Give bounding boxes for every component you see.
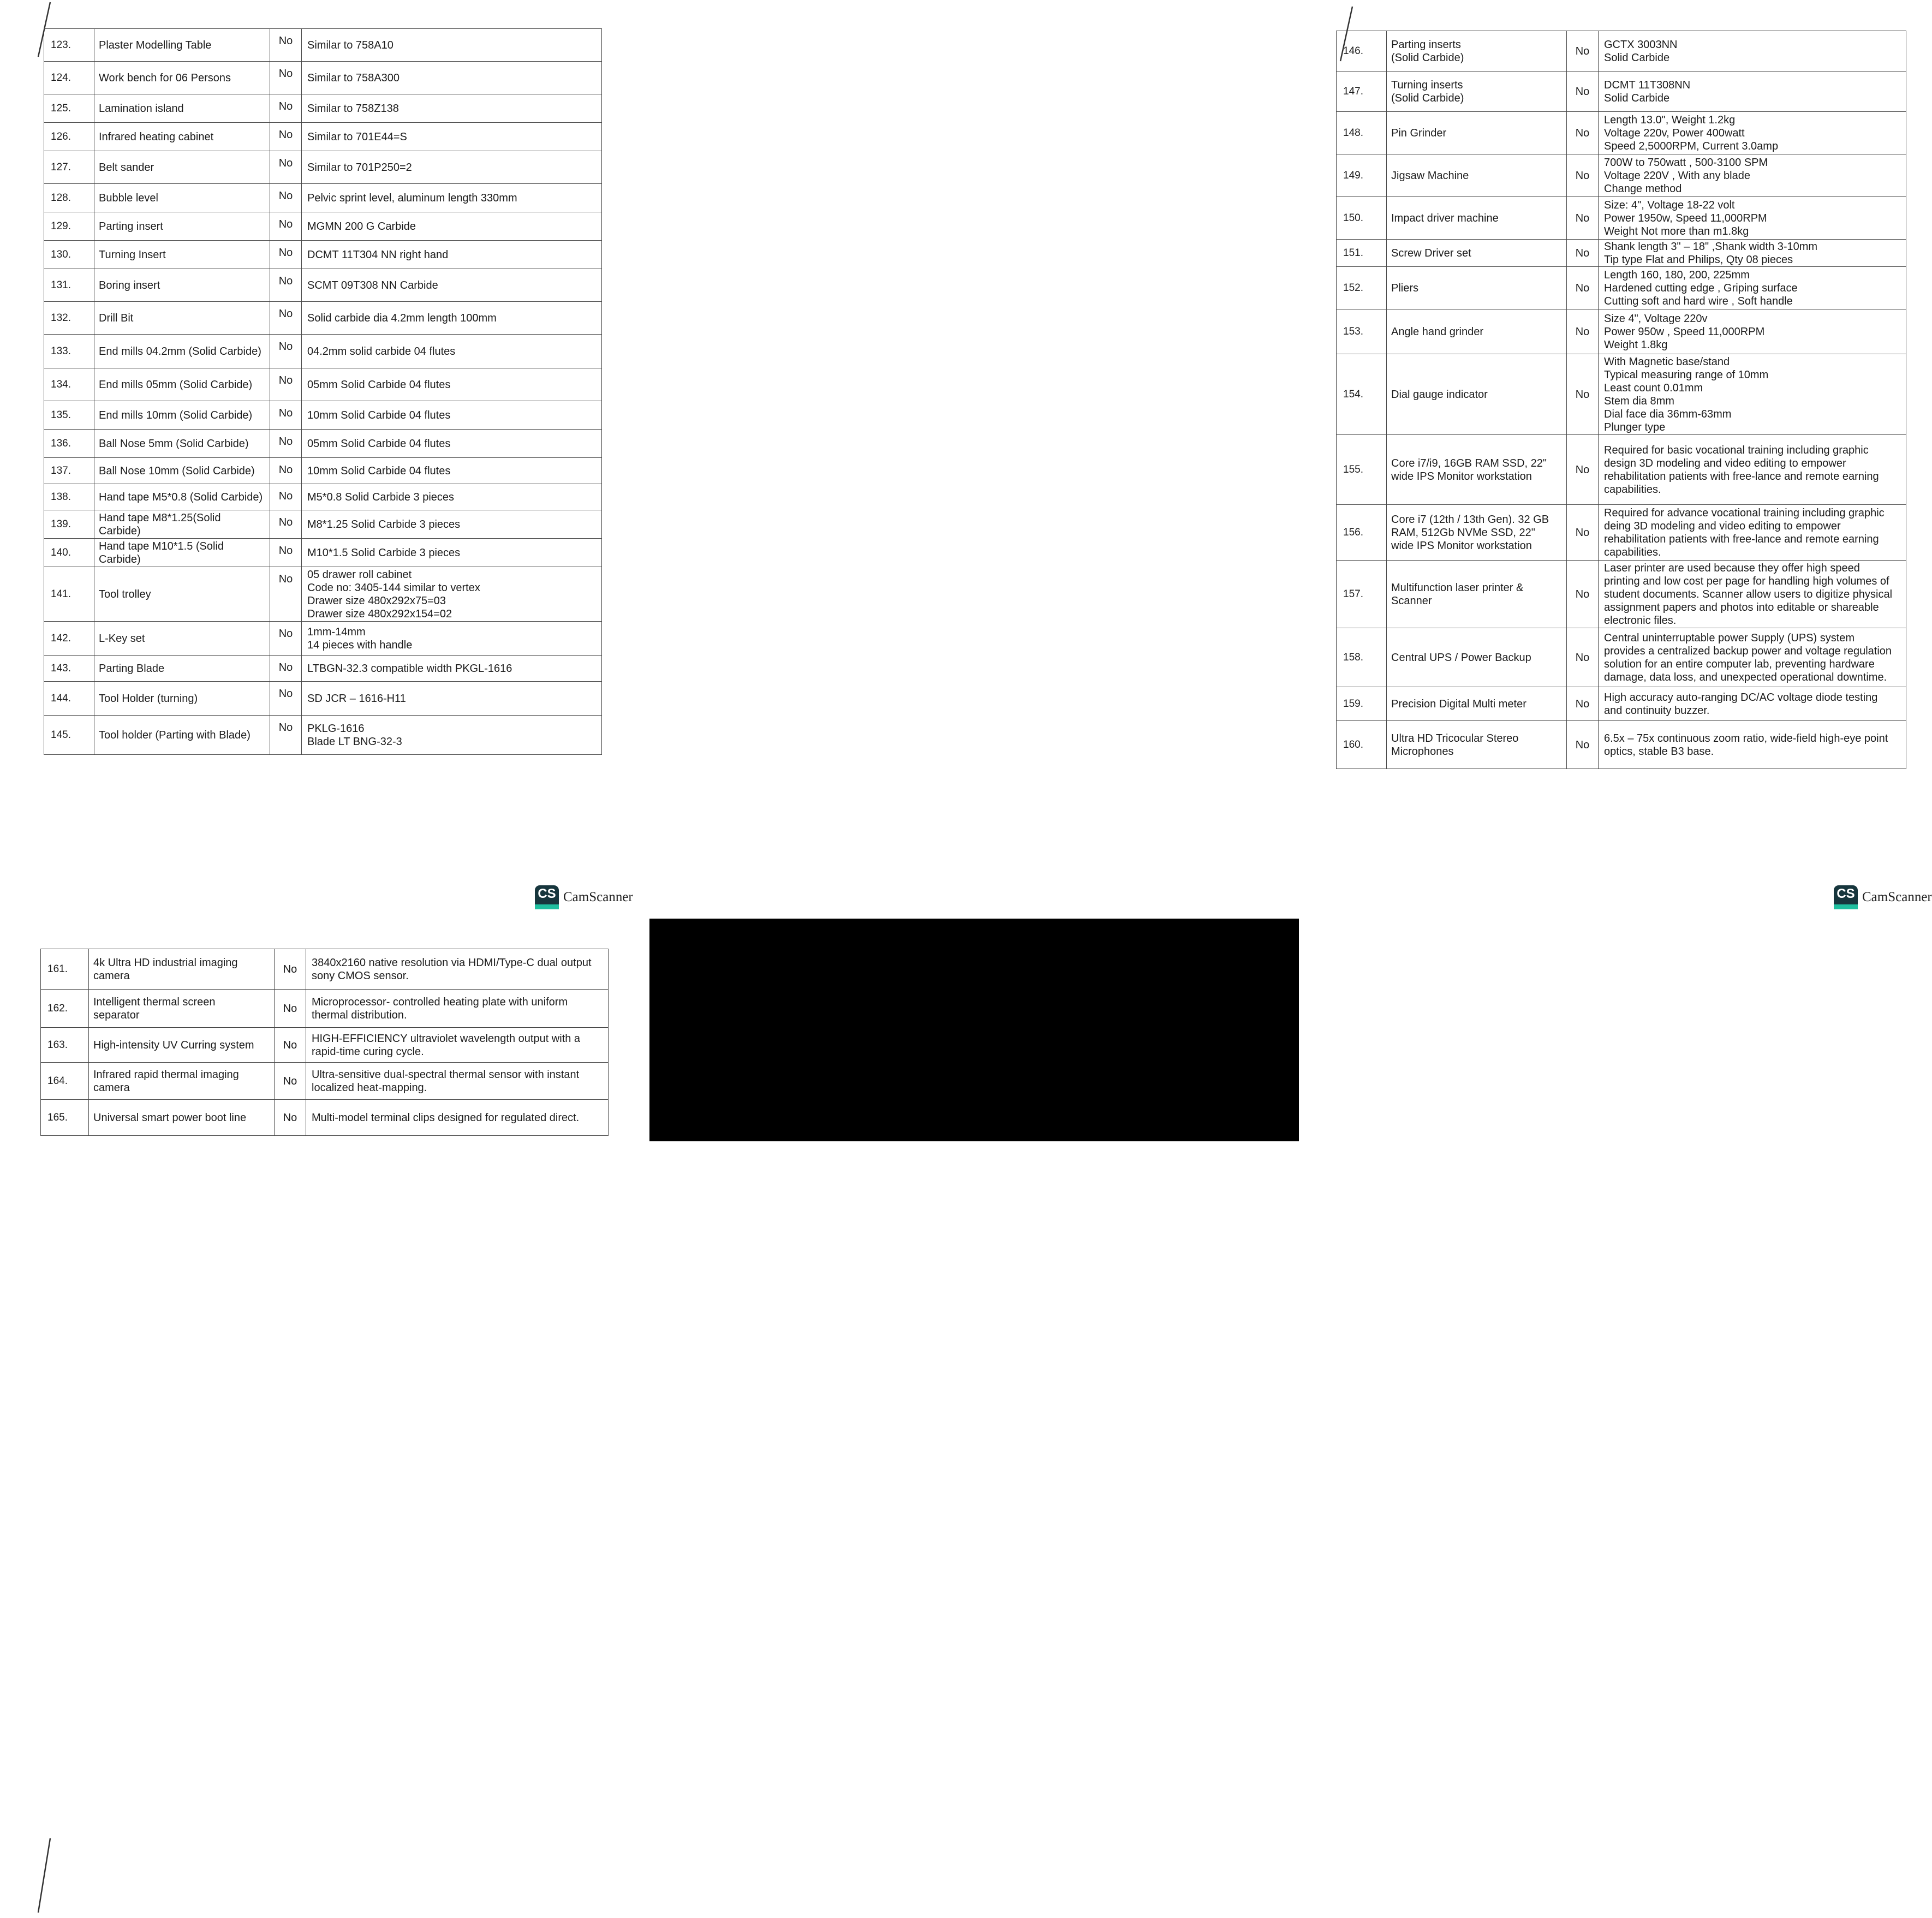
- item-number: 159.: [1337, 687, 1387, 721]
- table-row: [1337, 197, 1906, 240]
- item-specification: GCTX 3003NN Solid Carbide: [1599, 31, 1906, 72]
- item-number: 153.: [1337, 309, 1387, 354]
- item-specification: 05mm Solid Carbide 04 flutes: [302, 430, 602, 458]
- table-row: [1337, 309, 1906, 354]
- item-name: Jigsaw Machine: [1387, 154, 1567, 197]
- table-row: [1337, 435, 1906, 505]
- item-number: 135.: [44, 401, 94, 430]
- item-option: No: [275, 949, 306, 990]
- item-specification: Size: 4", Voltage 18-22 volt Power 1950w, Speed 11,000RPM Weight Not more than m1.8kg: [1599, 197, 1906, 240]
- item-option: No: [270, 184, 302, 212]
- item-name: Core i7/i9, 16GB RAM SSD, 22" wide IPS Monitor workstation: [1387, 435, 1567, 505]
- item-option: No: [275, 990, 306, 1028]
- table-row: [44, 656, 602, 682]
- item-option: No: [275, 1100, 306, 1136]
- item-number: 123.: [44, 29, 94, 62]
- item-specification: 3840x2160 native resolution via HDMI/Type-C dual output sony CMOS sensor.: [306, 949, 609, 990]
- item-option: No: [270, 430, 302, 458]
- item-name: 4k Ultra HD industrial imaging camera: [89, 949, 275, 990]
- item-name: End mills 10mm (Solid Carbide): [94, 401, 270, 430]
- table-row: [44, 567, 602, 622]
- item-specification: Length 160, 180, 200, 225mm Hardened cutting edge , Griping surface Cutting soft and hard wire , Soft handle: [1599, 267, 1906, 309]
- item-name: Tool holder (Parting with Blade): [94, 716, 270, 755]
- item-number: 132.: [44, 302, 94, 335]
- item-option: No: [270, 484, 302, 510]
- table-row: [1337, 687, 1906, 721]
- item-specification: Similar to 701E44=S: [302, 123, 602, 151]
- item-option: No: [1567, 505, 1599, 561]
- item-number: 150.: [1337, 197, 1387, 240]
- item-name: Intelligent thermal screen separator: [89, 990, 275, 1028]
- item-name: Parting inserts (Solid Carbide): [1387, 31, 1567, 72]
- blank-black-area: [649, 919, 1299, 1141]
- item-number: 155.: [1337, 435, 1387, 505]
- camscanner-logo-icon: [535, 885, 559, 909]
- item-option: No: [270, 335, 302, 368]
- item-option: No: [270, 241, 302, 269]
- item-specification: Shank length 3" – 18" ,Shank width 3-10mm Tip type Flat and Philips, Qty 08 pieces: [1599, 240, 1906, 267]
- item-option: No: [270, 510, 302, 539]
- item-specification: Microprocessor- controlled heating plate with uniform thermal distribution.: [306, 990, 609, 1028]
- item-number: 127.: [44, 151, 94, 184]
- item-option: No: [1567, 31, 1599, 72]
- item-option: No: [1567, 435, 1599, 505]
- spec-table-3-body: [41, 949, 609, 1136]
- item-specification: 6.5x – 75x continuous zoom ratio, wide-field high-eye point optics, stable B3 base.: [1599, 721, 1906, 769]
- item-number: 165.: [41, 1100, 89, 1136]
- item-number: 126.: [44, 123, 94, 151]
- item-specification: Similar to 701P250=2: [302, 151, 602, 184]
- item-specification: SCMT 09T308 NN Carbide: [302, 269, 602, 302]
- item-option: No: [270, 151, 302, 184]
- item-specification: Ultra-sensitive dual-spectral thermal sensor with instant localized heat-mapping.: [306, 1063, 609, 1100]
- item-name: Screw Driver set: [1387, 240, 1567, 267]
- spec-table-3: [40, 949, 609, 1136]
- table-row: [41, 990, 609, 1028]
- item-name: End mills 04.2mm (Solid Carbide): [94, 335, 270, 368]
- camscanner-watermark: [1834, 885, 1932, 909]
- item-number: 148.: [1337, 112, 1387, 154]
- item-option: No: [1567, 561, 1599, 628]
- table-row: [44, 401, 602, 430]
- item-name: Tool trolley: [94, 567, 270, 622]
- item-number: 156.: [1337, 505, 1387, 561]
- camscanner-watermark: [535, 885, 633, 909]
- item-number: 131.: [44, 269, 94, 302]
- table-row: [44, 29, 602, 62]
- item-number: 124.: [44, 62, 94, 94]
- table-row: [44, 368, 602, 401]
- item-number: 163.: [41, 1028, 89, 1063]
- item-number: 140.: [44, 539, 94, 567]
- item-name: Parting insert: [94, 212, 270, 241]
- item-option: No: [270, 368, 302, 401]
- item-name: Hand tape M5*0.8 (Solid Carbide): [94, 484, 270, 510]
- item-option: No: [1567, 197, 1599, 240]
- item-number: 146.: [1337, 31, 1387, 72]
- item-name: Precision Digital Multi meter: [1387, 687, 1567, 721]
- item-specification: DCMT 11T304 NN right hand: [302, 241, 602, 269]
- table-row: [44, 241, 602, 269]
- item-name: Work bench for 06 Persons: [94, 62, 270, 94]
- item-option: No: [270, 539, 302, 567]
- item-name: End mills 05mm (Solid Carbide): [94, 368, 270, 401]
- table-row: [1337, 267, 1906, 309]
- item-number: 161.: [41, 949, 89, 990]
- item-option: No: [270, 212, 302, 241]
- item-name: Lamination island: [94, 94, 270, 123]
- item-specification: Required for advance vocational training including graphic deing 3D modeling and video editing to empower rehabilitation patients with free-lance and remote earning capabilities.: [1599, 505, 1906, 561]
- table-row: [44, 212, 602, 241]
- item-option: No: [1567, 154, 1599, 197]
- item-specification: M10*1.5 Solid Carbide 3 pieces: [302, 539, 602, 567]
- pen-mark-icon: [36, 1836, 52, 1918]
- item-specification: MGMN 200 G Carbide: [302, 212, 602, 241]
- item-option: No: [270, 458, 302, 484]
- item-number: 134.: [44, 368, 94, 401]
- item-number: 158.: [1337, 628, 1387, 687]
- item-specification: 1mm-14mm 14 pieces with handle: [302, 622, 602, 656]
- spec-table-2-body: [1337, 31, 1906, 769]
- item-number: 133.: [44, 335, 94, 368]
- item-option: No: [1567, 354, 1599, 435]
- item-option: No: [1567, 687, 1599, 721]
- item-specification: 10mm Solid Carbide 04 flutes: [302, 401, 602, 430]
- item-specification: Similar to 758Z138: [302, 94, 602, 123]
- scanned-page-1: [0, 0, 649, 917]
- table-row: [1337, 240, 1906, 267]
- item-option: No: [270, 62, 302, 94]
- table-row: [44, 716, 602, 755]
- item-number: 149.: [1337, 154, 1387, 197]
- item-option: No: [275, 1063, 306, 1100]
- table-row: [1337, 561, 1906, 628]
- item-number: 144.: [44, 682, 94, 716]
- spec-table-1-body: [44, 29, 602, 755]
- watermark-name: CamScanner: [563, 890, 633, 904]
- item-option: No: [1567, 112, 1599, 154]
- item-specification: Central uninterruptable power Supply (UPS) system provides a centralized backup power and voltage regulation solution for an entire computer lab, preventing hardware damage, data loss, and unexpected operational downtime.: [1599, 628, 1906, 687]
- logo-text: CS: [1836, 886, 1855, 901]
- table-row: [1337, 628, 1906, 687]
- item-option: No: [275, 1028, 306, 1063]
- item-option: No: [270, 716, 302, 755]
- table-row: [41, 1100, 609, 1136]
- item-name: Boring insert: [94, 269, 270, 302]
- watermark-name: CamScanner: [1862, 890, 1932, 904]
- item-option: No: [270, 682, 302, 716]
- item-specification: SD JCR – 1616-H11: [302, 682, 602, 716]
- item-option: No: [270, 656, 302, 682]
- item-option: No: [270, 94, 302, 123]
- item-specification: 10mm Solid Carbide 04 flutes: [302, 458, 602, 484]
- table-row: [41, 1063, 609, 1100]
- item-number: 162.: [41, 990, 89, 1028]
- item-name: Dial gauge indicator: [1387, 354, 1567, 435]
- item-number: 138.: [44, 484, 94, 510]
- item-specification: M8*1.25 Solid Carbide 3 pieces: [302, 510, 602, 539]
- item-name: Impact driver machine: [1387, 197, 1567, 240]
- item-specification: Pelvic sprint level, aluminum length 330mm: [302, 184, 602, 212]
- item-option: No: [270, 269, 302, 302]
- item-number: 136.: [44, 430, 94, 458]
- item-specification: Similar to 758A300: [302, 62, 602, 94]
- table-row: [44, 123, 602, 151]
- table-row: [44, 458, 602, 484]
- item-name: Universal smart power boot line: [89, 1100, 275, 1136]
- item-name: Bubble level: [94, 184, 270, 212]
- item-option: No: [1567, 240, 1599, 267]
- item-specification: Length 13.0", Weight 1.2kg Voltage 220v, Power 400watt Speed 2,5000RPM, Current 3.0amp: [1599, 112, 1906, 154]
- item-number: 142.: [44, 622, 94, 656]
- item-specification: HIGH-EFFICIENCY ultraviolet wavelength output with a rapid-time curing cycle.: [306, 1028, 609, 1063]
- item-name: Ultra HD Tricocular Stereo Microphones: [1387, 721, 1567, 769]
- item-option: No: [270, 622, 302, 656]
- item-specification: 04.2mm solid carbide 04 flutes: [302, 335, 602, 368]
- item-name: Pliers: [1387, 267, 1567, 309]
- item-number: 130.: [44, 241, 94, 269]
- item-name: Turning Insert: [94, 241, 270, 269]
- item-specification: With Magnetic base/stand Typical measuring range of 10mm Least count 0.01mm Stem dia 8mm Dial face dia 36mm-63mm Plunger type: [1599, 354, 1906, 435]
- item-name: Multifunction laser printer & Scanner: [1387, 561, 1567, 628]
- item-name: Parting Blade: [94, 656, 270, 682]
- table-row: [44, 335, 602, 368]
- item-specification: M5*0.8 Solid Carbide 3 pieces: [302, 484, 602, 510]
- item-name: Ball Nose 10mm (Solid Carbide): [94, 458, 270, 484]
- item-option: No: [1567, 267, 1599, 309]
- item-specification: 05mm Solid Carbide 04 flutes: [302, 368, 602, 401]
- table-row: [1337, 354, 1906, 435]
- item-name: Tool Holder (turning): [94, 682, 270, 716]
- table-row: [44, 94, 602, 123]
- table-row: [1337, 154, 1906, 197]
- table-row: [44, 622, 602, 656]
- item-specification: PKLG-1616 Blade LT BNG-32-3: [302, 716, 602, 755]
- item-number: 157.: [1337, 561, 1387, 628]
- table-row: [44, 682, 602, 716]
- item-name: High-intensity UV Curring system: [89, 1028, 275, 1063]
- table-row: [44, 484, 602, 510]
- item-specification: High accuracy auto-ranging DC/AC voltage diode testing and continuity buzzer.: [1599, 687, 1906, 721]
- item-specification: Solid carbide dia 4.2mm length 100mm: [302, 302, 602, 335]
- item-number: 128.: [44, 184, 94, 212]
- item-specification: LTBGN-32.3 compatible width PKGL-1616: [302, 656, 602, 682]
- item-name: Pin Grinder: [1387, 112, 1567, 154]
- item-number: 151.: [1337, 240, 1387, 267]
- item-name: Infrared heating cabinet: [94, 123, 270, 151]
- table-row: [1337, 112, 1906, 154]
- item-option: No: [270, 567, 302, 622]
- item-name: Core i7 (12th / 13th Gen). 32 GB RAM, 512Gb NVMe SSD, 22" wide IPS Monitor workstation: [1387, 505, 1567, 561]
- item-option: No: [1567, 309, 1599, 354]
- item-specification: 05 drawer roll cabinet Code no: 3405-144 similar to vertex Drawer size 480x292x75=03 Drawer size 480x292x154=02: [302, 567, 602, 622]
- item-name: Plaster Modelling Table: [94, 29, 270, 62]
- item-number: 137.: [44, 458, 94, 484]
- item-option: No: [270, 29, 302, 62]
- table-row: [1337, 505, 1906, 561]
- item-name: Ball Nose 5mm (Solid Carbide): [94, 430, 270, 458]
- item-option: No: [1567, 721, 1599, 769]
- table-row: [44, 151, 602, 184]
- item-specification: 700W to 750watt , 500-3100 SPM Voltage 220V , With any blade Change method: [1599, 154, 1906, 197]
- table-row: [1337, 72, 1906, 112]
- item-name: Hand tape M10*1.5 (Solid Carbide): [94, 539, 270, 567]
- item-name: Hand tape M8*1.25(Solid Carbide): [94, 510, 270, 539]
- table-row: [44, 430, 602, 458]
- table-row: [44, 62, 602, 94]
- item-number: 143.: [44, 656, 94, 682]
- item-number: 145.: [44, 716, 94, 755]
- camscanner-logo-icon: [1834, 885, 1858, 909]
- spec-table-1: [44, 28, 602, 755]
- item-name: L-Key set: [94, 622, 270, 656]
- spec-table-2: [1336, 31, 1906, 769]
- item-option: No: [1567, 72, 1599, 112]
- item-option: No: [1567, 628, 1599, 687]
- item-name: Infrared rapid thermal imaging camera: [89, 1063, 275, 1100]
- item-specification: Laser printer are used because they offer high speed printing and low cost per page for handling high volumes of student documents. Scanner allow users to digitize physical assignment papers and photos into editable or shareable electronic files.: [1599, 561, 1906, 628]
- item-name: Drill Bit: [94, 302, 270, 335]
- logo-text: CS: [538, 886, 556, 901]
- table-row: [44, 184, 602, 212]
- table-row: [44, 539, 602, 567]
- table-row: [44, 510, 602, 539]
- item-option: No: [270, 401, 302, 430]
- item-number: 141.: [44, 567, 94, 622]
- item-specification: Multi-model terminal clips designed for regulated direct.: [306, 1100, 609, 1136]
- item-number: 139.: [44, 510, 94, 539]
- item-number: 152.: [1337, 267, 1387, 309]
- item-name: Turning inserts (Solid Carbide): [1387, 72, 1567, 112]
- item-option: No: [270, 123, 302, 151]
- item-specification: Size 4", Voltage 220v Power 950w , Speed 11,000RPM Weight 1.8kg: [1599, 309, 1906, 354]
- item-specification: Similar to 758A10: [302, 29, 602, 62]
- item-specification: DCMT 11T308NN Solid Carbide: [1599, 72, 1906, 112]
- item-name: Central UPS / Power Backup: [1387, 628, 1567, 687]
- item-number: 147.: [1337, 72, 1387, 112]
- table-row: [1337, 721, 1906, 769]
- item-name: Belt sander: [94, 151, 270, 184]
- item-number: 125.: [44, 94, 94, 123]
- table-row: [1337, 31, 1906, 72]
- scanned-page-2: [649, 0, 1932, 917]
- item-number: 164.: [41, 1063, 89, 1100]
- item-option: No: [270, 302, 302, 335]
- table-row: [44, 302, 602, 335]
- item-specification: Required for basic vocational training including graphic design 3D modeling and video editing to empower rehabilitation patients with free-lance and remote earning capabilities.: [1599, 435, 1906, 505]
- item-number: 160.: [1337, 721, 1387, 769]
- item-name: Angle hand grinder: [1387, 309, 1567, 354]
- table-row: [41, 1028, 609, 1063]
- item-number: 129.: [44, 212, 94, 241]
- table-row: [41, 949, 609, 990]
- item-number: 154.: [1337, 354, 1387, 435]
- table-row: [44, 269, 602, 302]
